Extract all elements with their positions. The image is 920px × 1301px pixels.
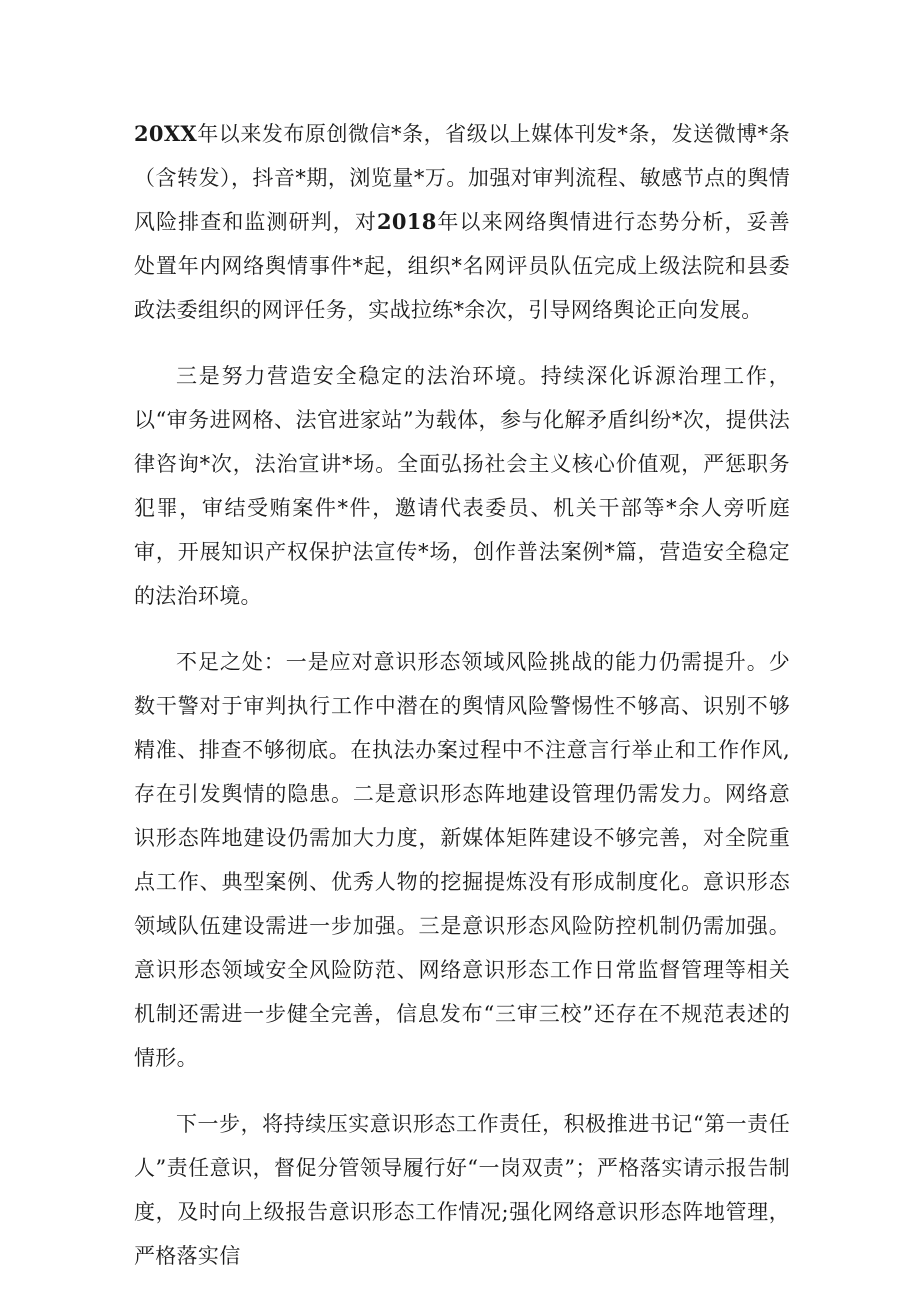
year-2018-text: 2018	[376, 209, 437, 234]
paragraph-3-text: 不足之处：一是应对意识形态领域风险挑战的能力仍需提升。少数干警对于审判执行工作中潜在的舆情风险警惕性不够高、识别不够精准、排查不够彻底。在执法办案过程中不注意言行举止和工作作风,存在引发舆情的隐患。二是意识形态阵地建设管理仍需发力。网络意识形态阵地建设仍需加大力度，新媒体矩阵建设不够完善，对全院重点工作、典型案例、优秀人物的挖掘提炼没有形成制度化。意识形态领域队伍建设需进一步加强。三是意识形态风险防控机制仍需加强。意识形态领域安全风险防范、网络意识形态工作日常监督管理等相关机制还需进一步健全完善，信息发布“三审三校”还存在不规范表述的情形。	[134, 650, 790, 1070]
paragraph-4	[134, 1102, 790, 1278]
paragraph-3	[134, 640, 790, 1080]
paragraph-1-text-a: 年以来发布原创微信*条，省级以上媒体刊发*条，发送微博*条（含转发），抖音*期，浏览量*万。加强对审判流程、敏感节点的舆情风险排查和监测研判，对	[134, 122, 790, 234]
paragraph-1-text-b: 年以来网络舆情进行态势分析，妥善处置年内网络舆情事件*起，组织*名网评员队伍完成上级法院和县委政法委组织的网评任务，实战拉练*余次，引导网络舆论正向发展。	[134, 210, 790, 322]
document-body	[134, 112, 790, 1300]
year-text: 20XX	[134, 121, 198, 146]
paragraph-4-text: 下一步，将持续压实意识形态工作责任，积极推进书记“第一责任人”责任意识，督促分管领导履行好“一岗双责”；严格落实请示报告制度，及时向上级报告意识形态工作情况;强化网络意识形态阵地管理，严格落实信	[134, 1112, 790, 1268]
paragraph-2-text: 三是努力营造安全稳定的法治环境。持续深化诉源治理工作，以“审务进网格、法官进家站”为载体，参与化解矛盾纠纷*次，提供法律咨询*次，法治宣讲*场。全面弘扬社会主义核心价值观，严惩职务犯罪，审结受贿案件*件，邀请代表委员、机关干部等*余人旁听庭审，开展知识产权保护法宣传*场，创作普法案例*篇，营造安全稳定的法治环境。	[134, 364, 790, 608]
paragraph-1	[134, 112, 790, 332]
paragraph-2	[134, 354, 790, 618]
